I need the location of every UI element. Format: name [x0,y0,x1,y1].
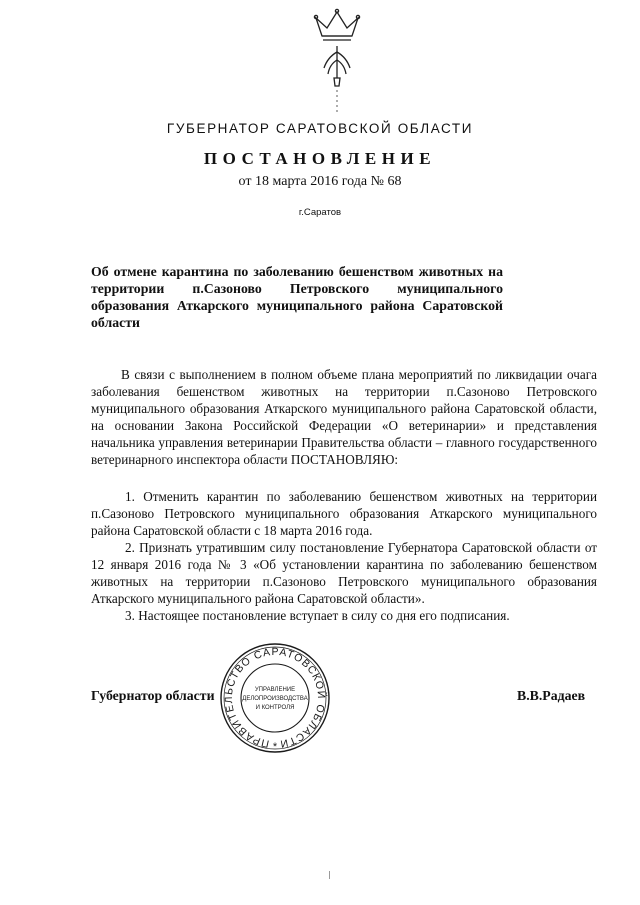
resolution-item-1: 1. Отменить карантин по заболеванию бешенством животных на территории п.Сазоново Петровского муниципального образования Аткарского муниципального района Саратовской области с 18 марта 2016 года. [91,489,597,538]
document-type-heading: ПОСТАНОВЛЕНИЕ [203,149,437,168]
stamp-inner-line-2: ДЕЛОПРОИЗВОДСТВА [242,696,308,702]
document-subject: Об отмене карантина по заболеванию бешенством животных на территории п.Сазоново Петровского муниципального образования Аткарского муниципального района Саратовской области [91,264,503,330]
resolution-item-2: 2. Признать утратившим силу постановление Губернатора Саратовской области от 12 января 2016 года № 3 «Об установлении карантина по заболеванию бешенством животных на территории п.Сазоново Петровского муниципального образования Аткарского муниципального района Саратовской области». [91,540,597,606]
signer-name: В.В.Радаев [517,688,586,703]
stamp-inner-line-3: И КОНТРОЛЯ [255,705,295,711]
document-city: г.Саратов [298,207,342,218]
stamp-star: * [272,741,278,753]
stamp-inner-line-1: УПРАВЛЕНИЕ [254,687,296,693]
stamp-outer-text: ПРАВИТЕЛЬСТВО САРАТОВСКОЙ ОБЛАСТИ [222,645,328,750]
official-stamp [215,640,335,755]
signer-title: Губернатор области [91,688,215,703]
resolution-item-3: 3. Настоящее постановление вступает в силу со дня его подписания. [125,608,510,623]
document-date-number: от 18 марта 2016 года № 68 [238,174,402,189]
crown-emblem-icon [300,6,374,116]
page-mark [329,871,330,879]
preamble-paragraph: В связи с выполнением в полном объеме плана мероприятий по ликвидации очага заболевания бешенством животных на территории п.Сазоново Петровского муниципального образования Аткарского муниципального района Саратовской области, на основании Закона Российской Федерации «О ветеринарии» и представления начальника управления ветеринарии Правительства области – главного государственного ветеринарного инспектора области ПОСТАНОВЛЯЮ: [91,367,597,467]
issuer-title: ГУБЕРНАТОР САРАТОВСКОЙ ОБЛАСТИ [166,121,474,136]
